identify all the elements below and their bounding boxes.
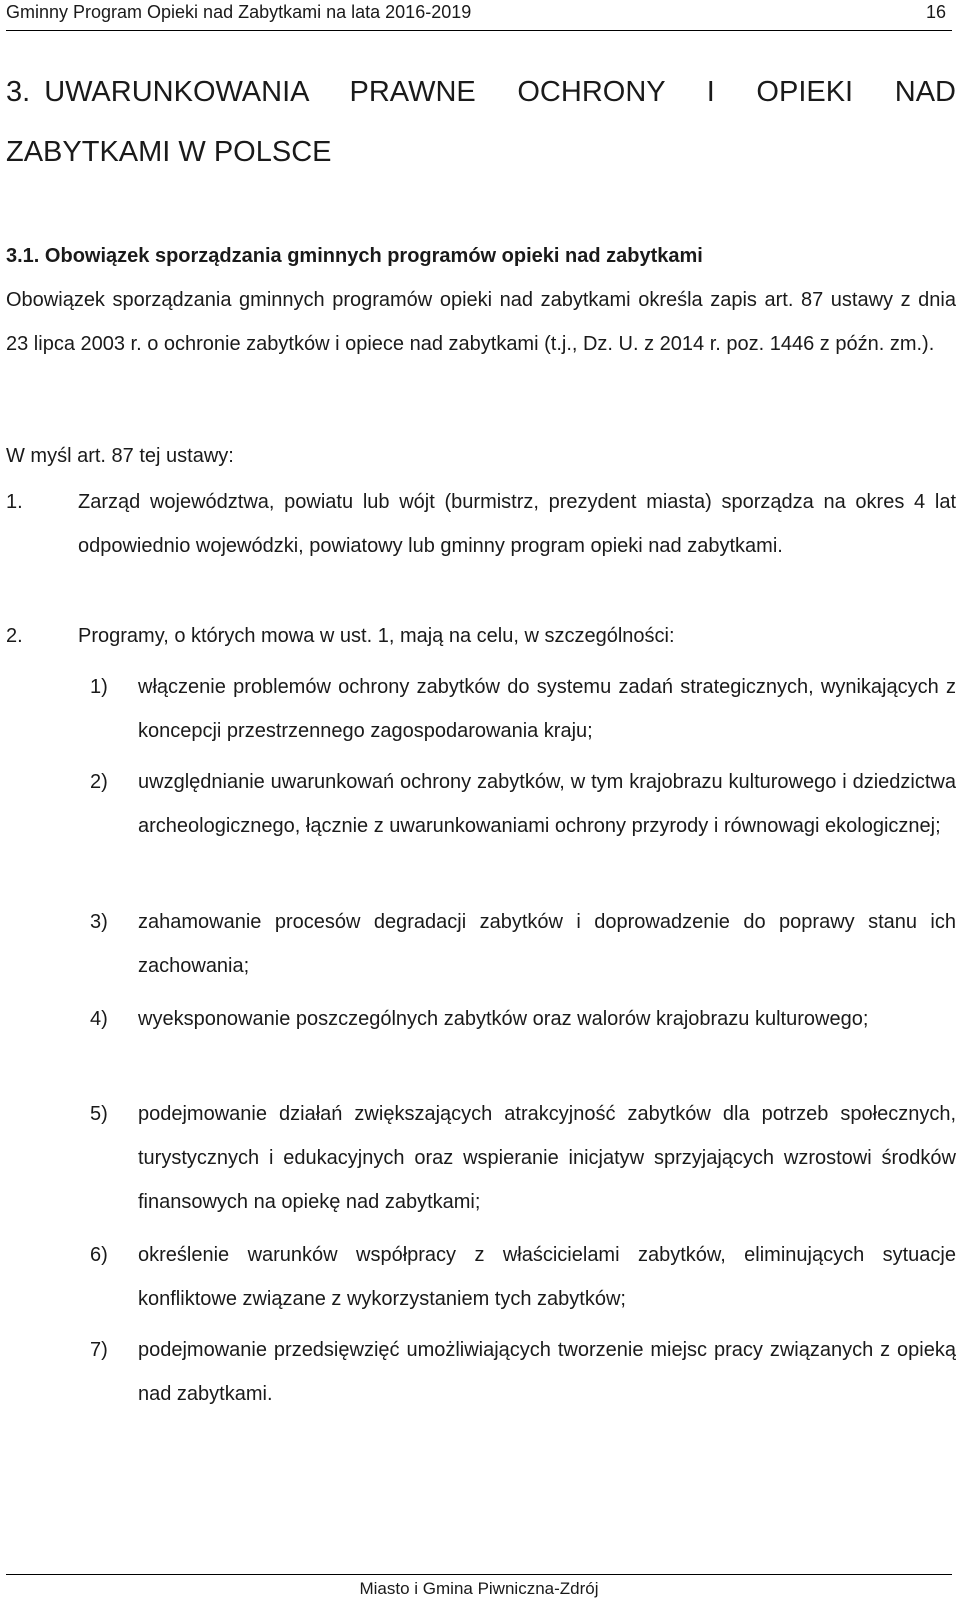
section-number: 3. — [6, 76, 31, 108]
lead-paragraph: W myśl art. 87 tej ustawy: — [6, 445, 234, 467]
page-number: 16 — [925, 2, 946, 22]
intro-paragraph: Obowiązek sporządzania gminnych programów opieki nad zabytkami określa zapis art. 87 ustawy z dnia 23 lipca 2003 r. o ochronie zabytków i opiece nad zabytkami (t.j., Dz. U. z 2014 r. poz. 1446 z późn. zm.). — [6, 289, 956, 355]
goal-text: zahamowanie procesów degradacji zabytków i doprowadzenie do poprawy stanu ich zachowania; — [138, 911, 956, 977]
goal-item — [90, 1233, 956, 1321]
goal-item — [90, 997, 956, 1041]
list-item-text: Programy, o których mowa w ust. 1, mają na celu, w szczególności: — [78, 625, 675, 647]
list-item-text: Zarząd województwa, powiatu lub wójt (burmistrz, prezydent miasta) sporządza na okres 4 lat odpowiednio wojewódzki, powiatowy lub gminny program opieki nad zabytkami. — [78, 491, 956, 557]
goal-text: określenie warunków współpracy z właścicielami zabytków, eliminujących sytuacje konfliktowe związane z wykorzystaniem tych zabytków; — [138, 1244, 956, 1310]
goal-marker: 1) — [90, 676, 108, 698]
goal-text: wyeksponowanie poszczególnych zabytków oraz walorów krajobrazu kulturowego; — [138, 1008, 869, 1030]
goal-marker: 5) — [90, 1103, 108, 1125]
section-title: UWARUNKOWANIA PRAWNE OCHRONY I OPIEKI NAD ZABYTKAMI W POLSCE — [6, 76, 956, 168]
goal-marker: 4) — [90, 1008, 108, 1030]
goal-item — [90, 1092, 956, 1224]
goal-marker: 3) — [90, 911, 108, 933]
goal-item — [90, 665, 956, 753]
goal-item — [90, 1328, 956, 1416]
goal-item — [90, 760, 956, 848]
goal-marker: 2) — [90, 771, 108, 793]
page-header — [6, 0, 952, 31]
goal-marker: 6) — [90, 1244, 108, 1266]
goal-text: uwzględnianie uwarunkowań ochrony zabytków, w tym krajobrazu kulturowego i dziedzictwa archeologicznego, łącznie z uwarunkowaniami ochrony przyrody i równowagi ekologicznej; — [138, 771, 956, 837]
goal-item — [90, 900, 956, 988]
goal-text: podejmowanie działań zwiększających atrakcyjność zabytków dla potrzeb społecznych, turystycznych i edukacyjnych oraz wspieranie inicjatyw sprzyjających wzrostowi środków finansowych na opiekę nad zabytkami; — [138, 1103, 956, 1213]
list-marker: 1. — [6, 491, 23, 513]
goal-text: podejmowanie przedsięwzięć umożliwiających tworzenie miejsc pracy związanych z opieką nad zabytkami. — [138, 1339, 956, 1405]
list-marker: 2. — [6, 625, 23, 647]
list-item — [6, 480, 956, 568]
goal-marker: 7) — [90, 1339, 108, 1361]
goal-text: włączenie problemów ochrony zabytków do systemu zadań strategicznych, wynikających z koncepcji przestrzennego zagospodarowania kraju; — [138, 676, 956, 742]
document-title: Gminny Program Opieki nad Zabytkami na lata 2016-2019 — [6, 2, 472, 22]
list-item — [6, 614, 956, 658]
subsection-heading: 3.1. Obowiązek sporządzania gminnych programów opieki nad zabytkami — [6, 245, 703, 267]
page-footer: Miasto i Gmina Piwniczna-Zdrój — [6, 1574, 952, 1599]
section-heading — [6, 62, 956, 182]
